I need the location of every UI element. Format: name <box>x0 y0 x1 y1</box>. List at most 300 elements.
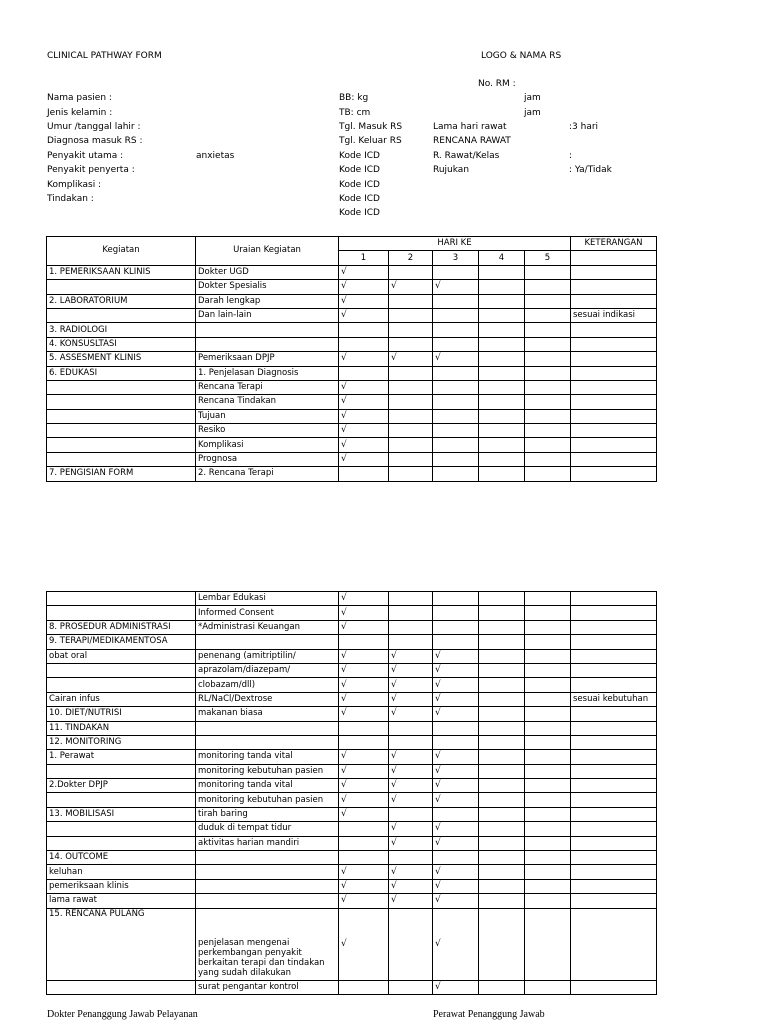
check-mark-icon: √ <box>341 410 347 421</box>
check-mark-icon: √ <box>341 708 347 719</box>
day-2-check-cell <box>389 308 433 322</box>
table-row <box>47 620 657 634</box>
remarks-cell <box>571 366 657 380</box>
day-3-check-cell <box>433 822 479 836</box>
day-2-check-cell <box>389 424 433 438</box>
activity-cell <box>47 424 196 438</box>
check-mark-icon: √ <box>391 708 397 719</box>
check-mark-icon: √ <box>435 679 441 690</box>
remarks-cell <box>571 380 657 394</box>
check-mark-icon: √ <box>391 895 397 906</box>
remarks-cell <box>571 879 657 893</box>
table-row <box>47 467 657 481</box>
activity-cell <box>47 663 196 677</box>
activity-cell <box>47 836 196 850</box>
header-day-number: 4 <box>479 251 525 265</box>
table-row <box>47 395 657 409</box>
table-row <box>47 366 657 380</box>
day-5-check-cell <box>525 851 571 865</box>
check-mark-icon: √ <box>435 353 441 364</box>
day-3-check-cell <box>433 438 479 452</box>
description-cell <box>196 865 339 879</box>
check-mark-icon: √ <box>435 981 441 992</box>
day-4-check-cell <box>479 649 525 663</box>
table-row <box>47 735 657 749</box>
remarks-cell <box>571 779 657 793</box>
day-3-check-cell <box>433 721 479 735</box>
table-row <box>47 793 657 807</box>
check-mark-icon: √ <box>391 693 397 704</box>
remarks-cell <box>571 851 657 865</box>
day-2-check-cell <box>389 692 433 706</box>
day-2-check-cell <box>389 980 433 994</box>
description-cell <box>196 721 339 735</box>
activity-cell <box>47 380 196 394</box>
day-4-check-cell <box>479 735 525 749</box>
remarks-cell <box>571 678 657 692</box>
day-1-check-cell <box>339 467 389 481</box>
activity-cell: keluhan <box>47 865 196 879</box>
table-row <box>47 409 657 423</box>
check-mark-icon: √ <box>341 938 347 949</box>
day-1-check-cell <box>339 409 389 423</box>
day-5-check-cell <box>525 980 571 994</box>
day-2-check-cell <box>389 663 433 677</box>
description-cell: Dan lain-lain <box>196 308 339 322</box>
check-mark-icon: √ <box>341 650 347 661</box>
remarks-cell <box>571 452 657 466</box>
day-3-check-cell <box>433 807 479 821</box>
form-title: CLINICAL PATHWAY FORM <box>47 51 162 61</box>
description-cell: duduk di tempat tidur <box>196 822 339 836</box>
table-row <box>47 649 657 663</box>
table-row <box>47 438 657 452</box>
table-row <box>47 692 657 706</box>
check-mark-icon: √ <box>391 751 397 762</box>
day-3-check-cell <box>433 851 479 865</box>
table-row <box>47 865 657 879</box>
day-4-check-cell <box>479 894 525 908</box>
day-1-check-cell <box>339 452 389 466</box>
check-mark-icon: √ <box>435 881 441 891</box>
check-mark-icon: √ <box>341 266 347 277</box>
description-cell <box>196 323 339 337</box>
day-5-check-cell <box>525 879 571 893</box>
activity-cell: 11. TINDAKAN <box>47 721 196 735</box>
day-1-check-cell <box>339 865 389 879</box>
day-3-check-cell <box>433 337 479 351</box>
remarks-cell <box>571 865 657 879</box>
day-1-check-cell <box>339 337 389 351</box>
remarks-cell: sesuai indikasi <box>571 308 657 322</box>
activity-cell <box>47 438 196 452</box>
activity-cell <box>47 764 196 778</box>
day-1-check-cell <box>339 678 389 692</box>
day-1-check-cell <box>339 649 389 663</box>
description-cell: Resiko <box>196 424 339 438</box>
clinical-pathway-table-continued <box>46 591 657 995</box>
description-cell: Pemeriksaan DPJP <box>196 352 339 366</box>
day-5-check-cell <box>525 308 571 322</box>
table-row <box>47 265 657 279</box>
day-5-check-cell <box>525 452 571 466</box>
check-mark-icon: √ <box>391 823 397 834</box>
table-row <box>47 836 657 850</box>
description-cell: 1. Penjelasan Diagnosis <box>196 366 339 380</box>
header-day: HARI KE <box>339 237 571 251</box>
table-row <box>47 337 657 351</box>
description-cell: RL/NaCl/Dextrose <box>196 692 339 706</box>
header-day-number: 5 <box>525 251 571 265</box>
description-cell <box>196 337 339 351</box>
remarks-cell <box>571 721 657 735</box>
check-mark-icon: √ <box>341 382 347 393</box>
day-4-check-cell <box>479 380 525 394</box>
referral-label: Rujukan <box>433 165 470 175</box>
remarks-cell <box>571 649 657 663</box>
responsible-nurse-signature-label: Perawat Penanggung Jawab <box>433 1009 545 1020</box>
activity-cell: 1. PEMERIKSAAN KLINIS <box>47 265 196 279</box>
day-5-check-cell <box>525 649 571 663</box>
day-5-check-cell <box>525 894 571 908</box>
table-row <box>47 294 657 308</box>
check-mark-icon: √ <box>341 765 347 776</box>
remarks-cell <box>571 793 657 807</box>
day-5-check-cell <box>525 337 571 351</box>
day-1-check-cell <box>339 750 389 764</box>
check-mark-icon: √ <box>435 281 441 292</box>
remarks-cell <box>571 635 657 649</box>
table-row <box>47 352 657 366</box>
table-row <box>47 635 657 649</box>
length-of-stay-label: Lama hari rawat <box>433 122 507 132</box>
table-body <box>47 265 657 481</box>
day-2-check-cell <box>389 851 433 865</box>
check-mark-icon: √ <box>391 353 397 364</box>
day-4-check-cell <box>479 352 525 366</box>
day-1-check-cell <box>339 721 389 735</box>
table-row <box>47 380 657 394</box>
day-1-check-cell <box>339 380 389 394</box>
remarks-cell: sesuai kebutuhan <box>571 692 657 706</box>
day-4-check-cell <box>479 323 525 337</box>
day-5-check-cell <box>525 635 571 649</box>
day-3-check-cell <box>433 735 479 749</box>
day-1-check-cell <box>339 366 389 380</box>
admission-date-label: Tgl. Masuk RS <box>339 122 403 132</box>
day-4-check-cell <box>479 908 525 980</box>
description-cell: *Administrasi Keuangan <box>196 620 339 634</box>
day-3-check-cell <box>433 707 479 721</box>
ward-class-value: : <box>569 151 573 161</box>
table-row <box>47 424 657 438</box>
day-1-check-cell <box>339 620 389 634</box>
check-mark-icon: √ <box>341 679 347 690</box>
day-2-check-cell <box>389 678 433 692</box>
day-1-check-cell <box>339 294 389 308</box>
description-cell <box>196 735 339 749</box>
day-4-check-cell <box>479 721 525 735</box>
day-2-check-cell <box>389 764 433 778</box>
check-mark-icon: √ <box>435 650 441 661</box>
check-mark-icon: √ <box>435 665 441 676</box>
activity-cell: pemeriksaan klinis <box>47 879 196 893</box>
description-cell: clobazam/dll) <box>196 678 339 692</box>
remarks-cell <box>571 606 657 620</box>
description-cell: monitoring kebutuhan pasien <box>196 793 339 807</box>
day-3-check-cell <box>433 380 479 394</box>
check-mark-icon: √ <box>341 751 347 762</box>
day-1-check-cell <box>339 836 389 850</box>
activity-cell <box>47 678 196 692</box>
activity-cell: 1. Perawat <box>47 750 196 764</box>
table-row <box>47 606 657 620</box>
remarks-cell <box>571 323 657 337</box>
admission-diagnosis-label: Diagnosa masuk RS : <box>47 136 143 146</box>
description-cell: Komplikasi <box>196 438 339 452</box>
remarks-cell <box>571 424 657 438</box>
day-1-check-cell <box>339 779 389 793</box>
remarks-cell <box>571 707 657 721</box>
primary-disease-label: Penyakit utama : <box>47 151 124 161</box>
check-mark-icon: √ <box>341 310 347 321</box>
description-cell: Dokter UGD <box>196 265 339 279</box>
day-2-check-cell <box>389 836 433 850</box>
table-row <box>47 323 657 337</box>
check-mark-icon: √ <box>341 809 347 820</box>
check-mark-icon: √ <box>341 295 347 306</box>
day-3-check-cell <box>433 635 479 649</box>
activity-cell <box>47 395 196 409</box>
day-4-check-cell <box>479 424 525 438</box>
description-cell: monitoring kebutuhan pasien <box>196 764 339 778</box>
day-5-check-cell <box>525 678 571 692</box>
check-mark-icon: √ <box>435 895 441 906</box>
activity-cell: obat oral <box>47 649 196 663</box>
day-5-check-cell <box>525 323 571 337</box>
day-4-check-cell <box>479 606 525 620</box>
activity-cell: 2. LABORATORIUM <box>47 294 196 308</box>
check-mark-icon: √ <box>391 679 397 690</box>
activity-cell <box>47 280 196 294</box>
table-row <box>47 779 657 793</box>
table-body <box>47 592 657 995</box>
day-4-check-cell <box>479 438 525 452</box>
activity-cell <box>47 409 196 423</box>
activity-cell <box>47 606 196 620</box>
remarks-cell <box>571 908 657 980</box>
day-5-check-cell <box>525 721 571 735</box>
day-3-check-cell <box>433 779 479 793</box>
activity-cell <box>47 793 196 807</box>
check-mark-icon: √ <box>391 765 397 776</box>
day-5-check-cell <box>525 692 571 706</box>
icd-code-label: Kode ICD <box>339 180 380 190</box>
check-mark-icon: √ <box>341 281 347 292</box>
header-day-number: 1 <box>339 251 389 265</box>
table-row <box>47 663 657 677</box>
complication-label: Komplikasi : <box>47 180 102 190</box>
description-cell: penjelasan mengenai perkembangan penyakit berkaitan terapi dan tindakan yang sudah dilakukan <box>196 908 339 980</box>
day-5-check-cell <box>525 352 571 366</box>
day-3-check-cell <box>433 265 479 279</box>
day-1-check-cell <box>339 438 389 452</box>
day-2-check-cell <box>389 395 433 409</box>
day-1-check-cell <box>339 395 389 409</box>
remarks-cell <box>571 894 657 908</box>
remarks-cell <box>571 980 657 994</box>
check-mark-icon: √ <box>341 693 347 704</box>
day-3-check-cell <box>433 323 479 337</box>
day-4-check-cell <box>479 692 525 706</box>
day-3-check-cell <box>433 836 479 850</box>
day-1-check-cell <box>339 980 389 994</box>
day-5-check-cell <box>525 764 571 778</box>
day-3-check-cell <box>433 692 479 706</box>
day-1-check-cell <box>339 352 389 366</box>
day-5-check-cell <box>525 707 571 721</box>
check-mark-icon: √ <box>435 794 441 805</box>
header-activity-description: Uraian Kegiatan <box>196 237 339 266</box>
day-4-check-cell <box>479 280 525 294</box>
day-2-check-cell <box>389 649 433 663</box>
day-2-check-cell <box>389 606 433 620</box>
check-mark-icon: √ <box>341 396 347 407</box>
check-mark-icon: √ <box>391 794 397 805</box>
day-4-check-cell <box>479 620 525 634</box>
day-5-check-cell <box>525 779 571 793</box>
day-3-check-cell <box>433 366 479 380</box>
activity-cell: 10. DIET/NUTRISI <box>47 707 196 721</box>
day-1-check-cell <box>339 265 389 279</box>
day-1-check-cell <box>339 822 389 836</box>
day-3-check-cell <box>433 606 479 620</box>
remarks-cell <box>571 822 657 836</box>
remarks-cell <box>571 807 657 821</box>
gender-label: Jenis kelamin : <box>47 108 113 118</box>
check-mark-icon: √ <box>391 837 397 848</box>
medical-record-number-label: No. RM : <box>478 79 516 89</box>
day-5-check-cell <box>525 424 571 438</box>
activity-cell: 5. ASSESMENT KLINIS <box>47 352 196 366</box>
table-row <box>47 908 657 980</box>
check-mark-icon: √ <box>341 353 347 364</box>
day-3-check-cell <box>433 879 479 893</box>
check-mark-icon: √ <box>341 665 347 676</box>
day-2-check-cell <box>389 452 433 466</box>
attending-doctor-signature-label: Dokter Penanggung Jawab Pelayanan <box>47 1009 198 1020</box>
table-row <box>47 851 657 865</box>
day-1-check-cell <box>339 894 389 908</box>
remarks-cell <box>571 352 657 366</box>
description-cell: aprazolam/diazepam/ <box>196 663 339 677</box>
referral-value: : Ya/Tidak <box>569 165 612 175</box>
day-4-check-cell <box>479 879 525 893</box>
day-3-check-cell <box>433 424 479 438</box>
day-2-check-cell <box>389 908 433 980</box>
description-cell: tirah baring <box>196 807 339 821</box>
header-day-number: 3 <box>433 251 479 265</box>
icd-code-label: Kode ICD <box>339 165 380 175</box>
description-cell: surat pengantar kontrol <box>196 980 339 994</box>
description-cell: monitoring tanda vital <box>196 779 339 793</box>
description-cell <box>196 894 339 908</box>
description-cell: Informed Consent <box>196 606 339 620</box>
activity-cell <box>47 452 196 466</box>
remarks-cell <box>571 750 657 764</box>
day-3-check-cell <box>433 308 479 322</box>
table-row <box>47 452 657 466</box>
day-1-check-cell <box>339 692 389 706</box>
activity-cell: 12. MONITORING <box>47 735 196 749</box>
check-mark-icon: √ <box>341 621 347 632</box>
day-4-check-cell <box>479 678 525 692</box>
activity-cell: 7. PENGISIAN FORM <box>47 467 196 481</box>
day-5-check-cell <box>525 467 571 481</box>
remarks-cell <box>571 265 657 279</box>
time-label: jam <box>524 93 541 103</box>
day-1-check-cell <box>339 308 389 322</box>
day-2-check-cell <box>389 438 433 452</box>
remarks-cell <box>571 294 657 308</box>
day-2-check-cell <box>389 337 433 351</box>
day-4-check-cell <box>479 265 525 279</box>
header-remarks: KETERANGAN <box>571 237 657 251</box>
remarks-cell <box>571 409 657 423</box>
age-label: Umur /tanggal lahir : <box>47 122 141 132</box>
day-2-check-cell <box>389 467 433 481</box>
day-4-check-cell <box>479 635 525 649</box>
day-1-check-cell <box>339 807 389 821</box>
day-3-check-cell <box>433 663 479 677</box>
day-5-check-cell <box>525 663 571 677</box>
day-4-check-cell <box>479 707 525 721</box>
day-1-check-cell <box>339 764 389 778</box>
length-of-stay-value: :3 hari <box>569 122 599 132</box>
day-5-check-cell <box>525 280 571 294</box>
day-4-check-cell <box>479 663 525 677</box>
body-height-label: TB: cm <box>339 108 371 118</box>
description-cell: Tujuan <box>196 409 339 423</box>
description-cell: Rencana Tindakan <box>196 395 339 409</box>
day-5-check-cell <box>525 750 571 764</box>
day-4-check-cell <box>479 807 525 821</box>
day-3-check-cell <box>433 764 479 778</box>
day-5-check-cell <box>525 592 571 606</box>
day-2-check-cell <box>389 735 433 749</box>
table-row <box>47 822 657 836</box>
day-2-check-cell <box>389 409 433 423</box>
remarks-cell <box>571 280 657 294</box>
day-4-check-cell <box>479 750 525 764</box>
table-row <box>47 592 657 606</box>
day-4-check-cell <box>479 592 525 606</box>
day-3-check-cell <box>433 908 479 980</box>
check-mark-icon: √ <box>391 881 397 891</box>
check-mark-icon: √ <box>341 439 347 450</box>
discharge-date-label: Tgl. Keluar RS <box>339 136 402 146</box>
day-4-check-cell <box>479 980 525 994</box>
activity-cell: 3. RADIOLOGI <box>47 323 196 337</box>
day-2-check-cell <box>389 352 433 366</box>
ward-class-label: R. Rawat/Kelas <box>433 151 500 161</box>
icd-code-label: Kode ICD <box>339 208 380 218</box>
day-4-check-cell <box>479 779 525 793</box>
check-mark-icon: √ <box>341 425 347 436</box>
description-cell: Darah lengkap <box>196 294 339 308</box>
day-2-check-cell <box>389 265 433 279</box>
day-4-check-cell <box>479 452 525 466</box>
